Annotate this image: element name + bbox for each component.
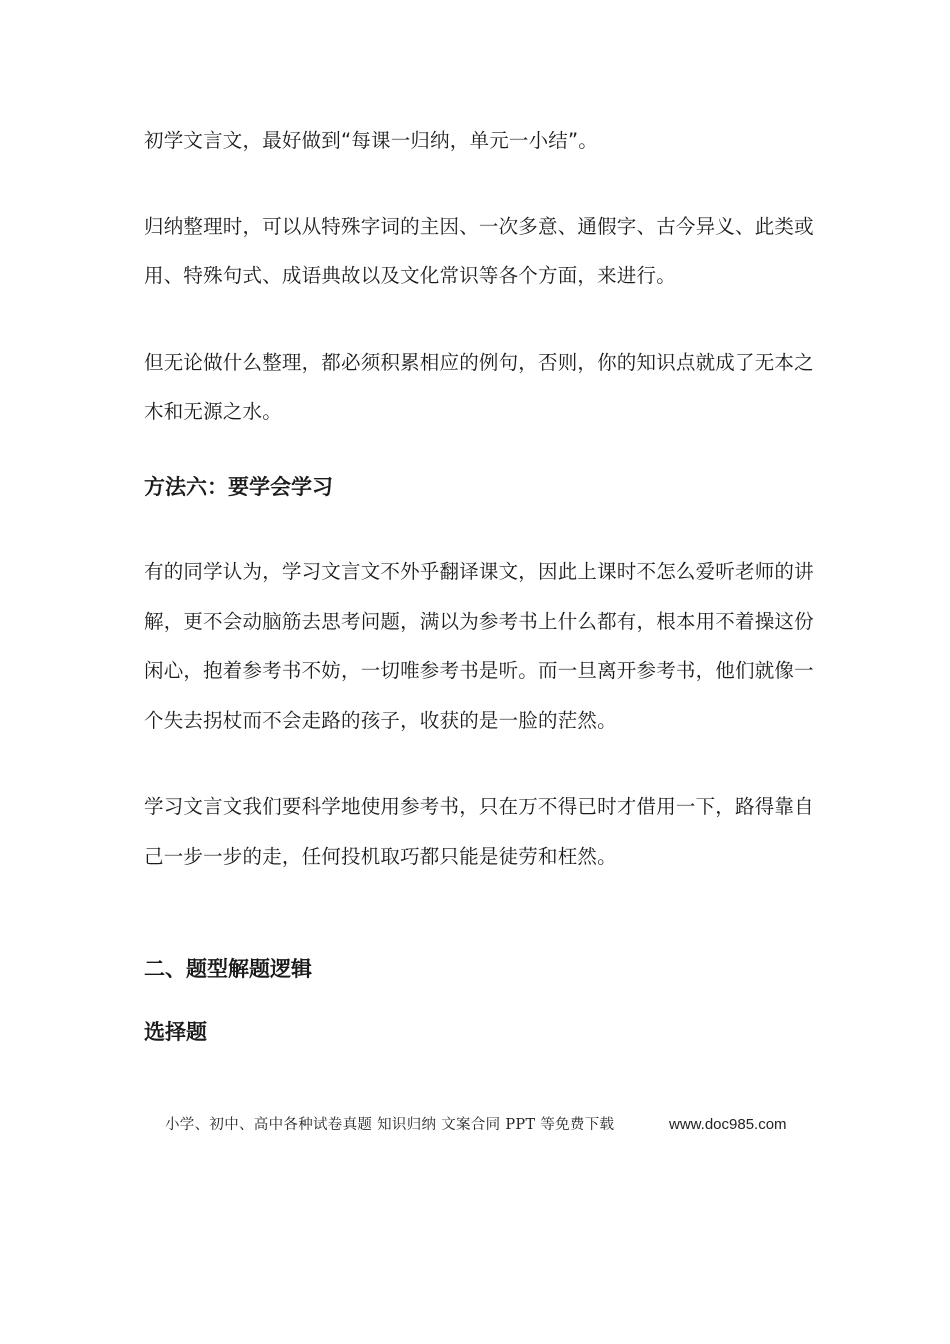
paragraph-line: 但无论做什么整理，都必须积累相应的例句，否则，你的知识点就成了无本之	[144, 351, 814, 374]
footer-url-link[interactable]: www.doc985.com	[669, 1116, 787, 1133]
paragraph-line: 解，更不会动脑筋去思考问题，满以为参考书上什么都有，根本用不着操这份	[144, 610, 814, 633]
section-heading: 二、题型解题逻辑	[144, 957, 312, 981]
paragraph-line: 用、特殊句式、成语典故以及文化常识等各个方面，来进行。	[144, 264, 676, 287]
paragraph-line: 有的同学认为，学习文言文不外乎翻译课文，因此上课时不怎么爱听老师的讲	[144, 560, 814, 583]
paragraph-line: 个失去拐杖而不会走路的孩子，收获的是一脸的茫然。	[144, 709, 617, 732]
subsection-heading: 选择题	[144, 1020, 207, 1044]
paragraph-line: 己一步一步的走，任何投机取巧都只能是徒劳和枉然。	[144, 845, 617, 868]
footer-text: 小学、初中、高中各种试卷真题 知识归纳 文案合同 PPT 等免费下载	[165, 1117, 615, 1133]
paragraph-line: 闲心，抱着参考书不妨，一切唯参考书是听。而一旦离开参考书，他们就像一	[144, 659, 814, 682]
paragraph-line: 木和无源之水。	[144, 400, 282, 423]
paragraph-line: 归纳整理时，可以从特殊字词的主因、一次多意、通假字、古今异义、此类或	[144, 215, 814, 238]
paragraph-line: 初学文言文，最好做到“每课一归纳，单元一小结”。	[144, 129, 599, 152]
paragraph-line: 学习文言文我们要科学地使用参考书，只在万不得已时才借用一下，路得靠自	[144, 795, 814, 818]
section-heading: 方法六：要学会学习	[144, 475, 333, 499]
